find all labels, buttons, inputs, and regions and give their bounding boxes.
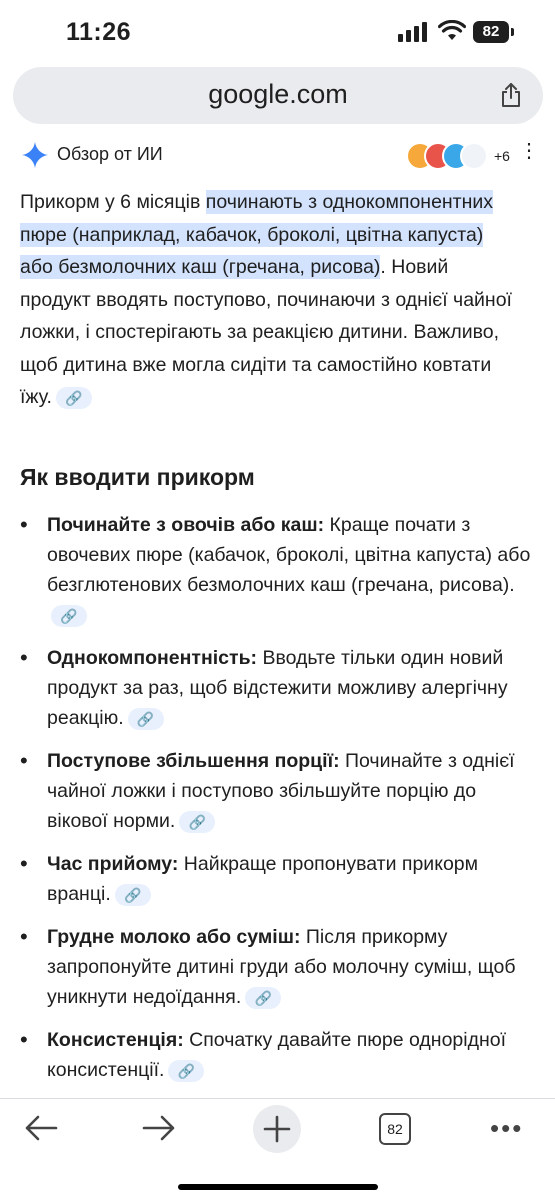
citation-link-button[interactable] — [168, 1060, 204, 1082]
ai-overview-title: Обзор от ИИ — [57, 144, 163, 164]
item-title: Консистенція: — [47, 1029, 184, 1051]
more-sources-count[interactable]: +6 — [494, 148, 510, 164]
address-bar[interactable] — [13, 67, 543, 124]
item-text: Спочатку давайте пюре однорідної консистенції. — [47, 1029, 506, 1081]
forward-arrow-icon[interactable] — [142, 1113, 176, 1143]
list-item — [20, 746, 540, 836]
back-arrow-icon[interactable] — [24, 1113, 58, 1143]
url-text[interactable]: google.com — [208, 79, 348, 109]
section-heading: Як вводити прикорм — [20, 464, 255, 490]
item-title: Грудне молоко або суміш: — [47, 926, 301, 948]
list-item — [20, 510, 540, 630]
list-item — [20, 922, 540, 1012]
item-title: Починайте з овочів або каш: — [47, 514, 325, 536]
clock: 11:26 — [66, 18, 132, 46]
summary-text: Прикорм у 6 місяців — [20, 191, 206, 213]
tips-list — [20, 510, 540, 1096]
citation-link-button[interactable] — [51, 605, 87, 627]
item-text: Найкраще пропонувати прикорм вранці. — [47, 853, 479, 905]
gemini-sparkle-icon — [22, 142, 48, 168]
link-icon: 🔗 — [60, 607, 78, 624]
citation-link-button[interactable] — [56, 387, 92, 409]
battery-cap — [511, 28, 514, 36]
item-text: Вводьте тільки один новий продукт за раз, щоб відстежити можливу алергічну реакцію. — [47, 647, 508, 729]
link-icon: 🔗 — [124, 886, 142, 903]
new-tab-button[interactable] — [253, 1105, 301, 1153]
plus-icon — [253, 1105, 301, 1153]
item-title: Однокомпонентність: — [47, 647, 258, 669]
search-results-content — [0, 136, 555, 1096]
cellular-signal-icon — [398, 22, 428, 42]
list-item — [20, 1025, 540, 1085]
item-title: Поступове збільшення порції: — [47, 750, 340, 772]
item-text: Краще почати з овочевих пюре (кабачок, броколі, цвітна капуста) або безглютенових безмолочних каш (гречана, рисова). — [47, 514, 531, 596]
citation-link-button[interactable] — [128, 708, 164, 730]
link-icon: 🔗 — [254, 989, 272, 1006]
link-icon: 🔗 — [65, 389, 83, 406]
ai-overview-summary — [20, 186, 520, 414]
list-item — [20, 643, 540, 733]
link-icon: 🔗 — [136, 710, 155, 727]
link-icon: 🔗 — [177, 1062, 196, 1079]
item-text: Починайте з однієї чайної ложки і поступово збільшуйте порцію до вікової норми. — [47, 750, 515, 832]
summary-highlight: починають з однокомпонентних пюре (наприклад, кабачок, броколі, цвітна капуста) або безмолочних каш (гречана, рисова) — [20, 191, 494, 278]
status-bar — [0, 0, 555, 62]
citation-link-button[interactable] — [245, 987, 281, 1009]
wifi-icon — [438, 20, 466, 42]
citation-link-button[interactable] — [115, 884, 151, 906]
citation-link-button[interactable] — [179, 811, 215, 833]
ai-overview-header — [22, 140, 539, 170]
menu-dots-icon[interactable]: ••• — [490, 1113, 524, 1143]
list-item — [20, 849, 540, 909]
tab-switcher-button[interactable]: 82 — [379, 1113, 411, 1145]
source-favicons[interactable] — [406, 142, 488, 168]
summary-text: . Новий продукт вводять поступово, починаючи з однієї чайної ложки, і спостерігають за реакцією дитини. Важливо, щоб дитина вже могла сидіти та самостійно ковтати їжу. — [20, 256, 512, 408]
battery-indicator: 82 — [473, 21, 509, 43]
item-title: Час прийому: — [47, 853, 179, 875]
more-options-icon[interactable]: ⋮ — [519, 140, 539, 162]
item-text: Після прикорму запропонуйте дитині груди або молочну суміш, щоб уникнути недоїдання. — [47, 926, 516, 1008]
home-indicator — [178, 1184, 378, 1190]
share-icon[interactable] — [499, 82, 523, 108]
source-favicon[interactable] — [460, 142, 488, 170]
link-icon: 🔗 — [188, 813, 207, 830]
